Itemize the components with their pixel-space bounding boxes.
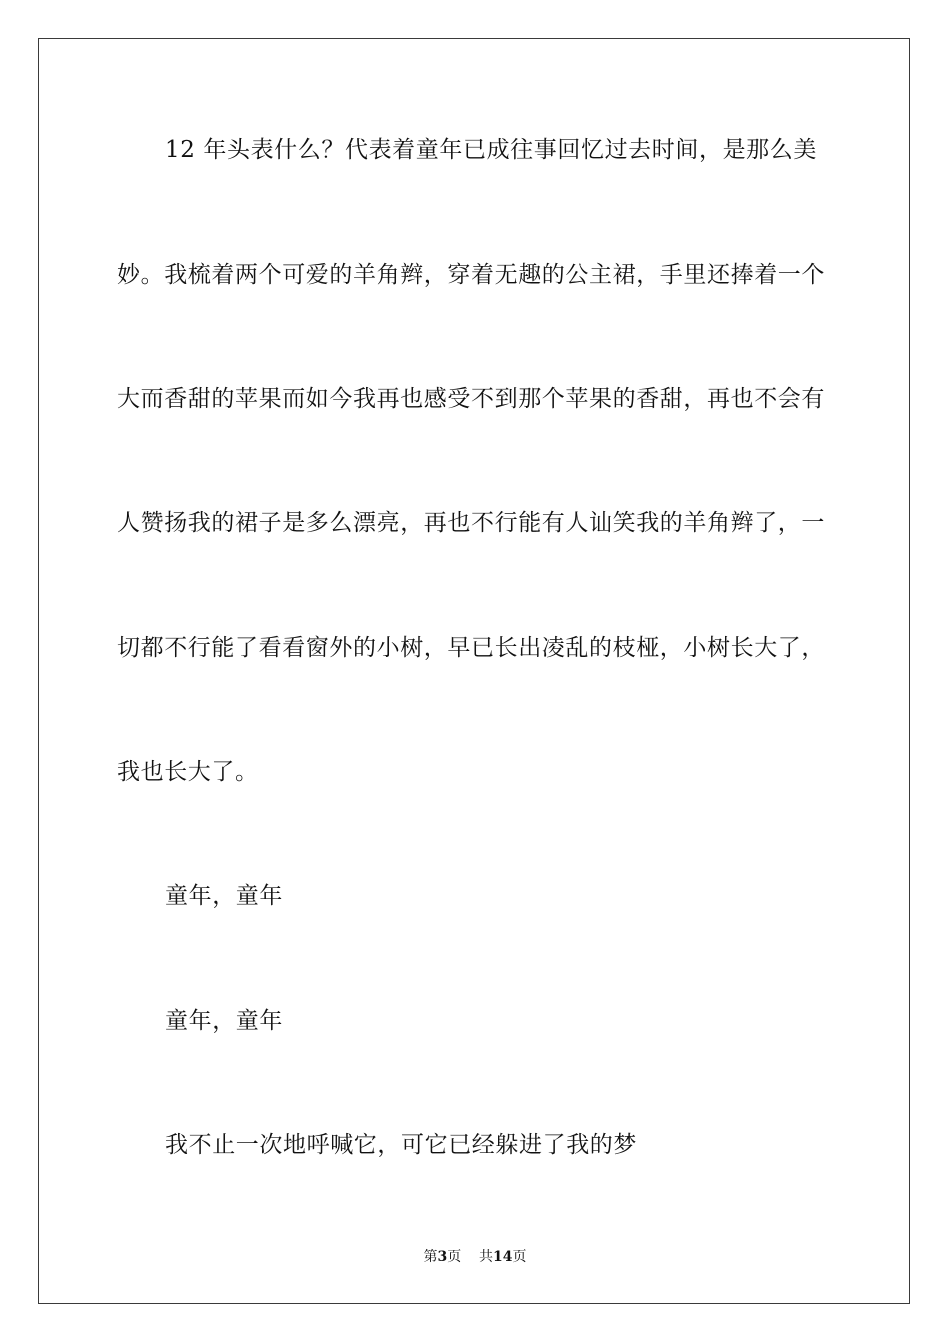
text-line: 切都不行能了看看窗外的小树，早已长出凌乱的枝桠，小树长大了，	[117, 635, 825, 661]
page-number-current: 3	[437, 1249, 448, 1265]
page-total-number: 14	[493, 1249, 513, 1265]
page-total-suffix: 页	[512, 1249, 527, 1265]
page-border	[38, 38, 910, 1304]
text-line: 人赞扬我的裙子是多么漂亮，再也不行能有人讪笑我的羊角辫了，一	[117, 510, 825, 536]
text-line: 12 年头表什么？代表着童年已成往事回忆过去时间，是那么美	[165, 137, 817, 163]
text-line: 童年，童年	[165, 883, 283, 909]
page-total-prefix: 共	[479, 1249, 494, 1265]
text-line: 童年，童年	[165, 1008, 283, 1034]
text-line: 我也长大了。	[117, 759, 259, 785]
text-line: 妙。我梳着两个可爱的羊角辫，穿着无趣的公主裙，手里还捧着一个	[117, 262, 825, 288]
text-line: 大而香甜的苹果而如今我再也感受不到那个苹果的香甜，再也不会有	[117, 386, 825, 412]
page-footer	[0, 1247, 950, 1267]
page-number-prefix: 第	[423, 1249, 438, 1265]
text-line: 我不止一次地呼喊它，可它已经躲进了我的梦	[165, 1132, 637, 1158]
page-number-suffix: 页	[447, 1249, 462, 1265]
